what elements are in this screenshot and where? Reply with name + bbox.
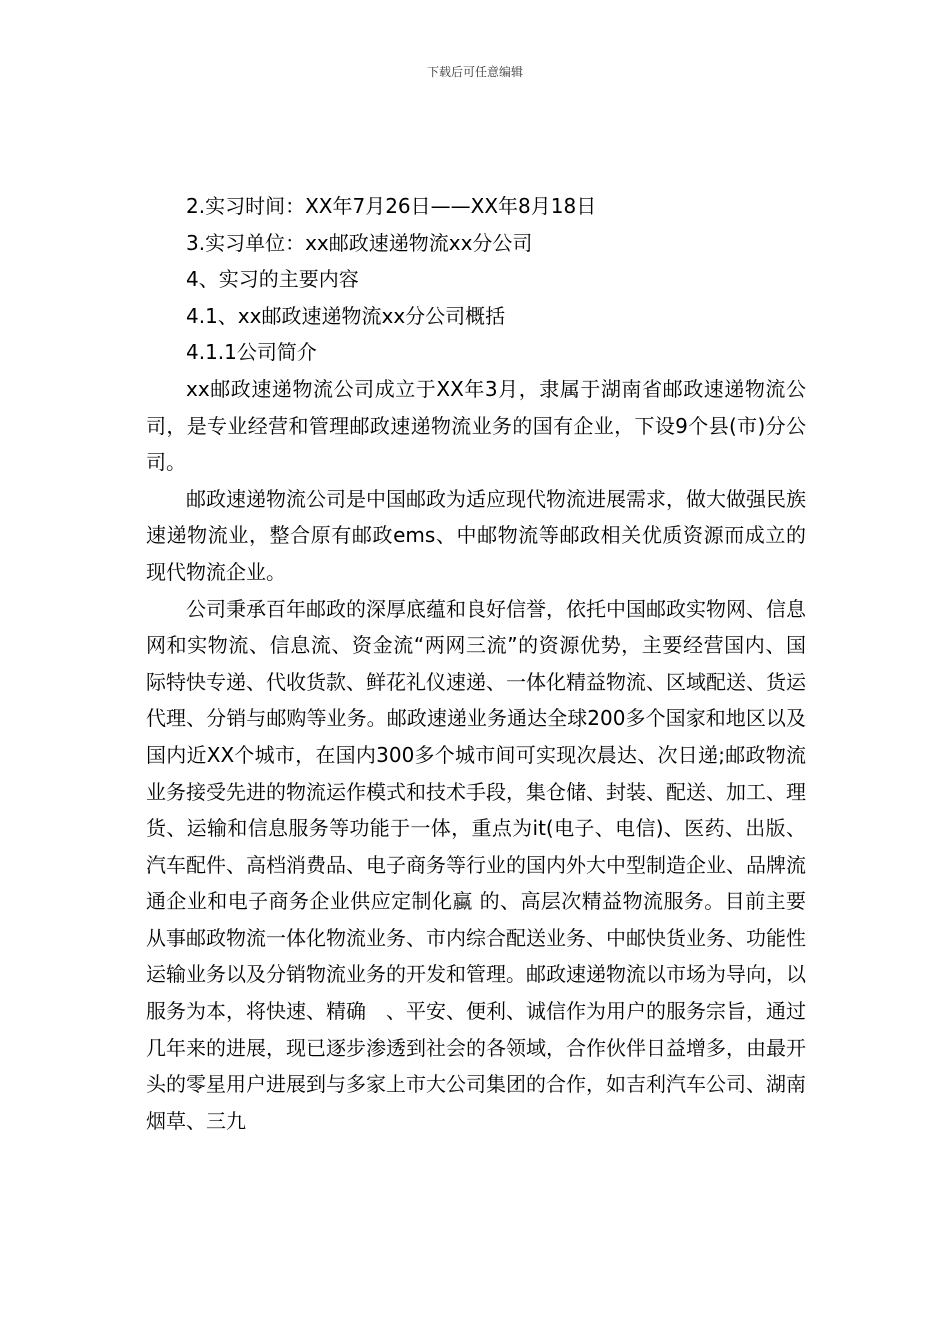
header-note: 下载后可任意编辑	[426, 65, 523, 79]
paragraph-company-purpose: 邮政速递物流公司是中国邮政为适应现代物流进展需求，做大做强民族速递物流业，整合原有邮政ems、中邮物流等邮政相关优质资源而成立的现代物流企业。	[146, 486, 806, 584]
paragraph-company-business: 公司秉承百年邮政的深厚底蕴和良好信誉，依托中国邮政实物网、信息网和实物流、信息流、资金流“两网三流”的资源优势，主要经营国内、国际特快专递、代收货款、鲜花礼仪速递、一体化精益物流、区域配送、货运代理、分销与邮购等业务。邮政速递业务通达全球200多个国家和地区以及国内近XX个城市，在国内300多个城市间可实现次晨达、次日递;邮政物流业务接受先进的物流运作模式和技术手段，集仓储、封装、配送、加工、理货、运输和信息服务等功能于一体，重点为it(电子、电信)、医药、出版、汽车配件、高档消费品、电子商务等行业的国内外大中型制造企业、品牌流通企业和电子商务企业供应定制化蠃 的、高层次精益物流服务。目前主要从事邮政物流一体化物流业务、市内综合配送业务、中邮快货业务、功能性运输业务以及分销物流业务的开发和管理。邮政速递物流以市场为导向，以服务为本，将快速、精确 、平安、便利、诚信作为用户的服务宗旨，通过几年来的进展，现已逐步渗透到社会的各领域，合作伙伴日益增多，由最开头的零星用户进展到与多家上市大公司集团的合作，如吉利汽车公司、湖南烟草、三九	[146, 596, 806, 1133]
section-heading-main-content: 4、实习的主要内容	[186, 267, 359, 292]
section-heading-company-intro: 4.1.1公司简介	[186, 340, 317, 365]
paragraph-company-founding: xx邮政速递物流公司成立于XX年3月，隶属于湖南省邮政速递物流公司，是专业经营和管理邮政速递物流业务的国有企业，下设9个县(市)分公司。	[146, 376, 806, 475]
document-body	[146, 188, 806, 1139]
section-heading-company-overview: 4.1、xx邮政速递物流xx分公司概括	[186, 303, 506, 328]
internship-unit: 3.实习单位：xx邮政速递物流xx分公司	[186, 230, 533, 255]
internship-period: 2.实习时间：XX年7月26日——XX年8月18日	[186, 194, 597, 218]
